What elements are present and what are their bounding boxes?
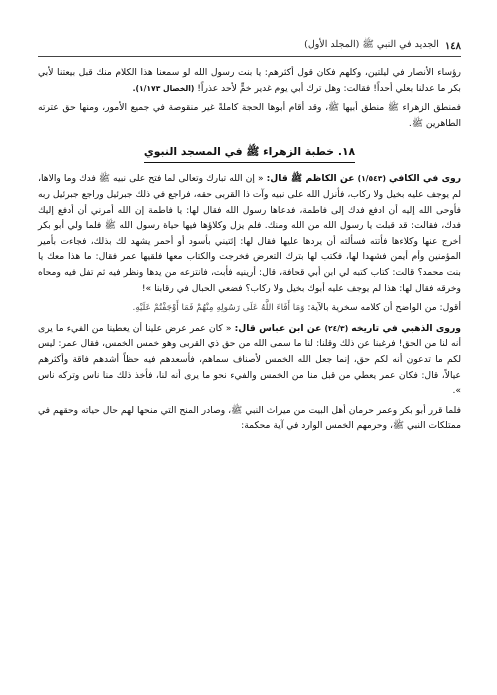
book-title: الجديد في النبي ﷺ (المجلد الأول) [304, 39, 439, 50]
paragraph-1-text: رؤساء الأنصار في ليلتين، وكلهم فكان قول أكثرهم: يا بنت رسول الله لو سمعنا هذا الكلام منك قبل بيعتنا لأبي بكر ما عدلنا بعلي أحداً! فقالت: وهل ترك أبي يوم غدير خمٍّ لأحد عذراً! [38, 67, 461, 94]
paragraph-5-text: « كان عمر عرض علينا أن يعطينا من الفيء ما يرى أنه لنا من الحق! فرغبنا عن ذلك وقلنا: لنا ما سمى الله من حق ذي القربى وهو خمس الخمس، فقال عمر: ليس لكم ما تدعون أنه لكم حق، إنما جعل الله الخمس لأصناف سماهم، فأسعدهم فيه حظاً أشدهم فاقة وأكثرهم عيالاً، قال: فكان عمر يعطي من قبل منا من الخمس والفيء نحو ما يرى أنه لنا، فأخذ ذلك منا ناس وتركه ناس ». [38, 322, 461, 397]
paragraph-1 [38, 65, 461, 96]
section-heading-text: ١٨. خطبة الزهراء ﷺ في المسجد النبوي [144, 145, 355, 163]
section-heading [38, 145, 461, 163]
paragraph-2-text: فمنطق الزهراء ﷺ منطق أبيها ﷺ، وقد أقام أبوها الحجة كاملةً غير منقوصة في جميع الأمور، ومنها حق عترته الطاهرين ﷺ. [38, 102, 461, 129]
paragraph-3-text: « إن الله تبارك وتعالى لما فتح على نبيه ﷺ فدك وما والاها، لم يوجف عليه بخيل ولا ركاب، فأنزل الله على نبيه وآت ذا القربى حقه، فراجع في ذلك جبرئيل وراجع جبرئيل ربه فأوحى الله إليه أن ادفع فدك إلى فاطمة، فدعاها رسول الله فقال لها: يا فاطمة إن الله أمرني أن أدفع إليك فدك، فقالت: قد قبلت يا رسول الله من الله ومنك. فلم يزل وكلاؤها فيها حياة رسول الله ﷺ فلما ولي أبو بكر أخرج عنها وكلاءها فأتته فسألته أن يردها عليها فقال لها: إئتيني بأسود أو أحمر يشهد لك بذلك، فجاءت بأمير المؤمنين وأم أيمن فشهدا لها، فكتب لها بترك التعرض فخرجت والكتاب معها فلقيها عمر فقال: ما هذا معك يا بنت محمد؟ قالت: كتاب كتبه لي ابن أبي قحافة، قال: أرينيه فأبت، فانتزعه من يدها ونظر فيه ثم تفل فيه ومحاه وخرقه فقال لها: هذا لم يوجف عليه أبوك بخيل ولا ركاب؟ فضعي الحبال في رقابنا »! [38, 173, 461, 294]
page-number: ١٤٨ [444, 41, 461, 52]
paragraph-6 [38, 403, 461, 434]
quran-verse: وَمَا أَفَاءَ اللَّهُ عَلَى رَسُولِهِ مِنْهُمْ فَمَا أَوْجَفْتُمْ عَلَيْهِ. [132, 303, 305, 314]
paragraph-3-reference: (١/٥٤٣) [357, 174, 386, 184]
running-header [38, 0, 461, 56]
paragraph-4-prefix: أقول: من الواضح أن كلامه سخرية بالآية: [307, 302, 461, 314]
paragraph-4 [38, 300, 461, 317]
paragraph-6-text: فلما قرر أبو بكر وعمر حرمان أهل البيت من ميراث النبي ﷺ، وصادر المنح التي منحها لهم حال حياته وحقهم في ممتلكات النبي ﷺ، وحرمهم الخمس الوارد في آية محكمة: [38, 404, 461, 432]
paragraph-5 [38, 321, 461, 399]
paragraph-5-reference: (٢٤/٣) [324, 323, 349, 333]
paragraph-3-lead: روى في الكافي [388, 173, 462, 185]
header-divider [38, 56, 461, 57]
paragraph-2 [38, 100, 461, 131]
paragraph-1-source: (الخصال ١/١٧٣). [132, 83, 195, 93]
paragraph-5-lead: وروى الذهبي في تاريخه [351, 322, 462, 334]
paragraph-3-lead-2: عن الكاظم ﷺ قال: [266, 173, 355, 185]
paragraph-5-lead-2: عن ابن عباس قال: [234, 322, 322, 334]
paragraph-3 [38, 171, 461, 296]
